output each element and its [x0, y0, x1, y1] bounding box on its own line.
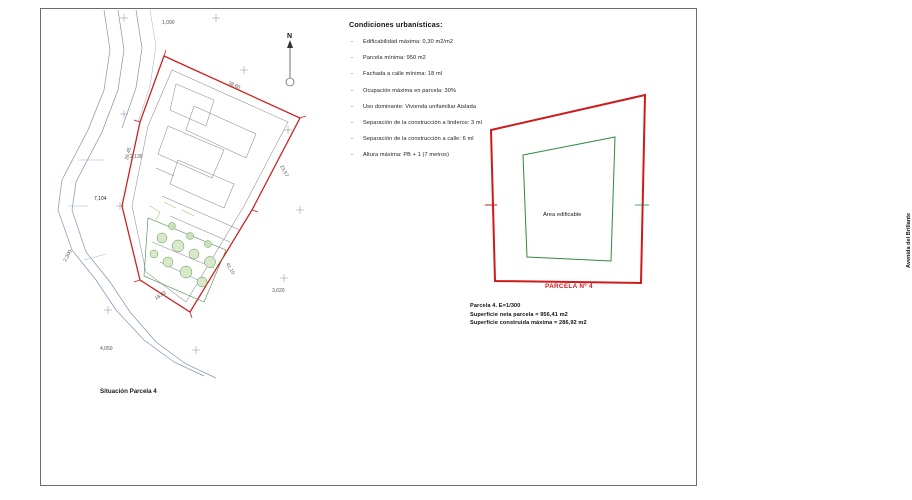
legend-line: Superficie neta parcela = 956,41 m2 — [470, 311, 568, 318]
condition-item: - Separación de la construcción a linderos: 3 ml — [349, 120, 569, 127]
conditions-heading: Condiciones urbanísticas: — [349, 20, 443, 29]
vegetation-area — [144, 202, 226, 302]
parcel-legend — [470, 302, 660, 328]
dimension-labels — [124, 80, 289, 301]
survey-value: 1,090 — [162, 20, 175, 26]
parcel-boundary-red — [122, 56, 300, 312]
north-arrow — [286, 33, 294, 86]
dim-label: 38,60 — [227, 80, 242, 91]
site-plan — [44, 10, 344, 410]
parcel-detail-drawing — [455, 85, 670, 300]
condition-item: - Altura máxima: PB + 1 (7 metros) — [349, 152, 569, 159]
dim-label: 18,02 — [153, 289, 168, 302]
survey-value: 4,050 — [100, 346, 113, 352]
buildable-area-label: Área edificable — [543, 212, 582, 218]
buildable-area-outline — [523, 137, 615, 261]
dim-label: 23,57 — [278, 164, 290, 178]
condition-item: - Separación de la construcción a calle: 6 ml — [349, 136, 569, 143]
condition-item: - Parcela mínima: 950 m2 — [349, 55, 569, 62]
elevation-mark: 7,104 — [94, 196, 107, 202]
survey-value: 2,130 — [130, 154, 143, 160]
condition-item: - Edificabilidad máxima: 0,30 m2/m2 — [349, 39, 569, 46]
condition-item: - Ocupación máxima en parcela: 30% — [349, 88, 569, 95]
legend-line: Parcela 4. E=1/300 — [470, 303, 521, 309]
condition-item: - Fachada a calle mínima: 18 ml — [349, 71, 569, 78]
survey-value: 2,300 — [62, 249, 74, 263]
parcel-detail-plan — [455, 85, 912, 300]
parcel-outline-red — [491, 95, 645, 283]
site-plan-drawing — [44, 10, 344, 410]
parcel-number-label: PARCELA Nº 4 — [545, 283, 593, 290]
dim-label: 41,10 — [224, 261, 236, 276]
site-plan-caption: Situación Parcela 4 — [100, 388, 157, 395]
survey-cross-marks — [104, 14, 304, 354]
legend-line: Superficie construida máxima = 286,92 m2 — [470, 320, 587, 327]
survey-value: 3,020 — [272, 288, 285, 294]
north-label: N — [287, 33, 293, 40]
street-lines-secondary — [68, 10, 156, 260]
street-name-label: Avenida del Brillante — [906, 212, 912, 268]
dim-label: 26,45 — [124, 146, 133, 161]
condition-item: - Uso dominante: Vivienda unifamiliar Aislada — [349, 104, 569, 111]
